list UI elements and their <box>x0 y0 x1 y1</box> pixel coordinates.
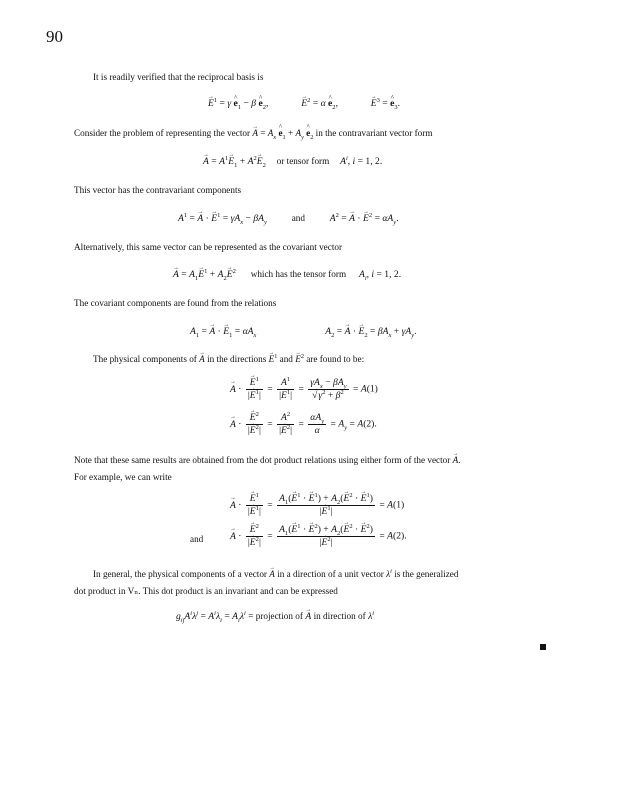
paragraph-representing-vector: Consider the problem of representing the vector → $A = A_x$ ^ $e_1 + A_y$ ^ $e_2$ in the contravariant vector form <box>74 128 432 138</box>
equation-reciprocal-basis: → $E^1 = \gamma$ ^ $e_1 - \beta$ ^ $e_2$, → $E^2 = \alpha$ ^ $e_2$, → $E^3$ = ^ $e_3$. <box>208 98 400 109</box>
page-number: 90 <box>46 27 63 46</box>
equation-projection: $g_{ij}A^i\lambda^j = A^i\lambda_i = A_i\lambda^i$ = projection of → A in direction of $\lambda^i$ <box>176 611 374 622</box>
text-fragment: Note that these same results are obtained from the dot product relations using either form of the vector <box>74 455 451 465</box>
equation-and-label: and <box>190 534 204 544</box>
paragraph-contravariant-components: This vector has the contravariant components <box>74 185 242 195</box>
equation-physical-component-2: → A · → $\frac{E^2}{|\to E^2|}$ = $\frac{A^2}{|\to E^2|}$ = $\frac{\alpha A_y}{\alpha}$ = $A_y = A(2)$. <box>230 412 377 437</box>
text-fragment: In general, the physical components of a vector <box>93 569 267 579</box>
equation-contravariant-form: → $A = A^1\to E_1 + A^2\to E_2$ or tensor form $A^i$, i = 1, 2. <box>203 156 382 167</box>
text-fragment: and <box>291 213 305 223</box>
paragraph-reciprocal-basis: It is readily verified that the reciprocal basis is <box>93 72 264 82</box>
text-fragment: in the contravariant vector form <box>315 128 433 138</box>
paragraph-dot-product-note: Note that these same results are obtained from the dot product relations using either form of the vector → A. <box>74 455 461 465</box>
paragraph-physical-components: The physical components of → A in the directions → $E^1$ and → $E^2$ are found to be: <box>93 354 364 364</box>
end-of-proof-square <box>540 644 546 650</box>
equation-covariant-form: → $A = A_1\to E^1 + A_2\to E^2$ which has the tensor form $A_i$, i = 1, 2. <box>173 269 401 280</box>
equation-dot-product-1: → A · → $\frac{E^1}{|\to E^1|}$ = $\frac{A_1(\to E^1 \cdot \to E^1) + A_2(\to E^2 \cdot \to E^1)}{|\to E^1|}$ = A(1) <box>230 493 404 518</box>
text-fragment: in a direction of a unit vector <box>277 569 384 579</box>
text-fragment: The physical components of <box>93 354 197 364</box>
equation-dot-product-2: → A · → $\frac{E^2}{|\to E^2|}$ = $\frac{A_1(\to E^1 \cdot \to E^2) + A_2(\to E^2 \cdot \to E^2)}{|\to E^2|}$ = A(2). <box>230 524 407 549</box>
paragraph-covariant-vector: Alternatively, this same vector can be represented as the covariant vector <box>74 242 343 252</box>
text-fragment: is the generalized <box>394 569 459 579</box>
equation-physical-component-1: → A · → $\frac{E^1}{|\to E^1|}$ = $\frac{A^1}{|\to E^1|}$ = $\frac{\gamma A_x - \beta A_y}{√\gamma^2 + \beta^2}$ = A(1) <box>230 377 378 402</box>
equation-contravariant-components: $A^1$ = → A · → $E^1 = \gamma A_x - \beta A_y$ and $A^2$ = → A · → $E^2 = \alpha A_y$. <box>178 213 399 224</box>
paragraph-invariant: dot product in Vₙ. This dot product is an invariant and can be expressed <box>74 586 338 596</box>
text-fragment: in direction of <box>313 611 366 621</box>
text-fragment: and <box>279 354 293 364</box>
text-fragment: which has the tensor form <box>250 269 347 279</box>
text-fragment: = projection of <box>248 611 303 621</box>
paragraph-example: For example, we can write <box>74 472 172 482</box>
text-fragment: in the directions <box>207 354 267 364</box>
text-fragment: Consider the problem of representing the vector <box>74 128 251 138</box>
equation-covariant-components: $A_1$ = → A · → $E_1 = \alpha A_x$ $A_2$ = → A · → $E_2 = \beta A_x + \gamma A_y$. <box>190 326 417 337</box>
paragraph-general-physical-components: In general, the physical components of a vector → A in a direction of a unit vector $\lambda^i$ is the generalized <box>93 569 458 579</box>
paragraph-covariant-components: The covariant components are found from the relations <box>74 298 277 308</box>
text-fragment: are found to be: <box>306 354 365 364</box>
text-fragment: or tensor form <box>276 156 330 166</box>
